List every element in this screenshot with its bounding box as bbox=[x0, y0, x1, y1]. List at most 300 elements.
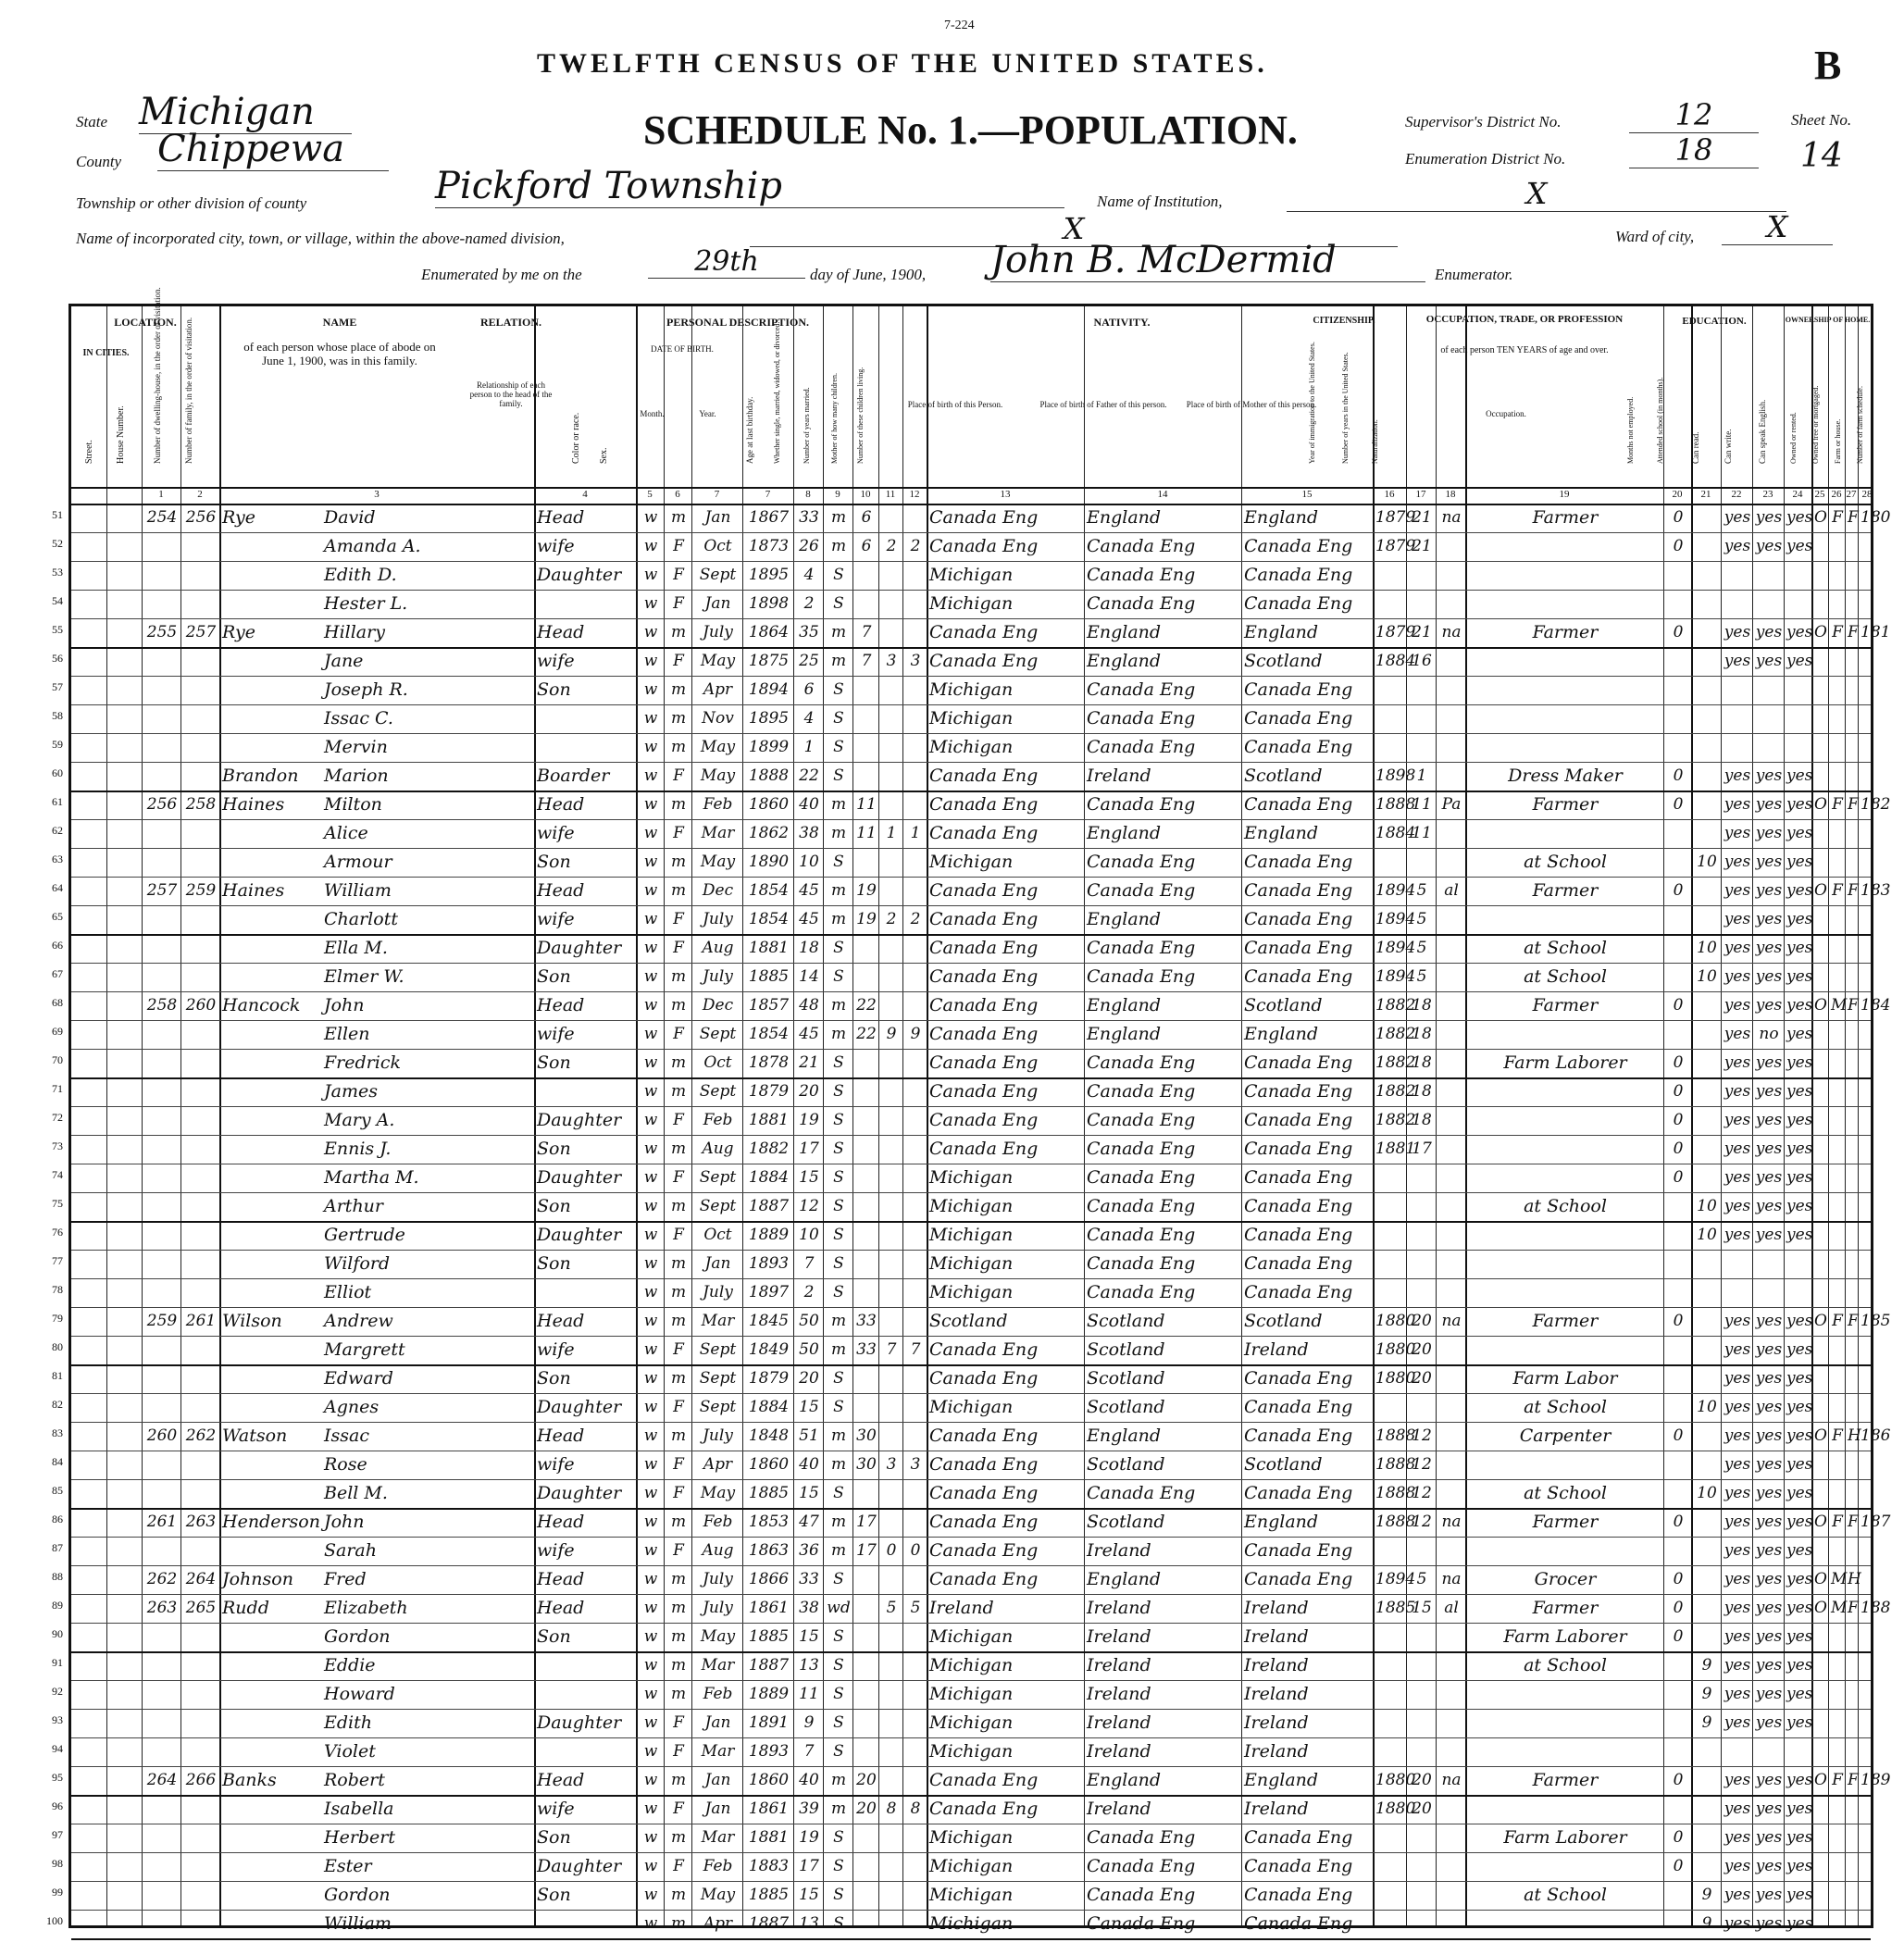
cell-sex: m bbox=[670, 795, 687, 814]
cell-fm: F bbox=[1832, 881, 1843, 900]
cell-pob: Michigan bbox=[929, 1655, 1014, 1675]
person-name bbox=[222, 504, 533, 531]
cell-unemp: 0 bbox=[1673, 1857, 1684, 1875]
cell-mpob: Canada Eng bbox=[1244, 737, 1353, 757]
given-name: Edith bbox=[324, 1712, 372, 1733]
cell-nat: na bbox=[1441, 508, 1462, 527]
cell-sp: yes bbox=[1786, 1082, 1813, 1101]
person-name bbox=[222, 1623, 533, 1650]
given-name: Isabella bbox=[324, 1799, 394, 1819]
cell-fh: F bbox=[1848, 881, 1859, 900]
cell-mpob: Canada Eng bbox=[1244, 1139, 1353, 1159]
cell-mar: S bbox=[833, 939, 844, 957]
line-number: 98 bbox=[52, 1857, 63, 1870]
cell-yus: 11 bbox=[1412, 795, 1432, 814]
cell-fam: 258 bbox=[185, 795, 217, 814]
cell-unemp: 0 bbox=[1673, 1082, 1684, 1101]
column-divider bbox=[1691, 306, 1693, 1925]
cell-fpob: Scotland bbox=[1087, 1512, 1165, 1532]
cell-own: O bbox=[1814, 881, 1827, 900]
cell-age: 12 bbox=[799, 1197, 819, 1215]
sheet-label: Sheet No. bbox=[1791, 111, 1852, 129]
cell-dw: 256 bbox=[146, 795, 178, 814]
cell-col: w bbox=[643, 709, 658, 728]
schedule-title: SCHEDULE No. 1.—POPULATION. bbox=[643, 107, 1298, 153]
cell-imm: 1898 bbox=[1375, 766, 1416, 785]
cell-yr: 1860 bbox=[748, 795, 790, 814]
cell-mar: wd bbox=[827, 1599, 851, 1617]
cell-imm: 1879 bbox=[1375, 623, 1416, 641]
cell-wr: yes bbox=[1755, 1799, 1783, 1818]
cell-fpob: Canada Eng bbox=[1087, 1110, 1196, 1130]
person-name bbox=[222, 1393, 533, 1421]
cell-yr: 1878 bbox=[748, 1053, 790, 1072]
cell-unemp: 0 bbox=[1673, 1053, 1684, 1072]
cell-yr: 1854 bbox=[748, 910, 790, 928]
cell-own: O bbox=[1814, 1312, 1827, 1330]
column-number: 18 bbox=[1445, 489, 1456, 500]
column-number: 5 bbox=[647, 489, 653, 500]
cell-mar: S bbox=[833, 1685, 844, 1703]
cell-fam: 256 bbox=[185, 508, 217, 527]
cell-ym: 20 bbox=[856, 1771, 877, 1789]
cell-mon: Jan bbox=[704, 1254, 731, 1273]
hdr-years-us: Number of years in the United States. bbox=[1341, 352, 1350, 464]
cell-own: O bbox=[1814, 795, 1827, 814]
cell-nat: na bbox=[1441, 1312, 1462, 1330]
cell-pob: Michigan bbox=[929, 1684, 1014, 1704]
cell-mpob: Canada Eng bbox=[1244, 1397, 1353, 1417]
cell-pob: Canada Eng bbox=[929, 995, 1039, 1015]
cell-wr: yes bbox=[1755, 1857, 1783, 1875]
cell-mon: Sept bbox=[699, 1197, 737, 1215]
cell-yr: 1889 bbox=[748, 1685, 790, 1703]
cell-mar: m bbox=[830, 996, 847, 1015]
cell-wr: no bbox=[1759, 1025, 1779, 1043]
cell-ch: 2 bbox=[886, 910, 897, 928]
cell-col: w bbox=[643, 652, 658, 670]
hdr-mother-of: Mother of how many children. bbox=[830, 373, 839, 464]
cell-mon: Sept bbox=[699, 1398, 737, 1416]
given-name: Amanda A. bbox=[324, 536, 421, 556]
cell-ym: 22 bbox=[856, 1025, 877, 1043]
cell-mon: Sept bbox=[699, 1340, 737, 1359]
cell-rel: wife bbox=[537, 1799, 575, 1819]
cell-age: 15 bbox=[799, 1627, 819, 1646]
cell-imm: 1888 bbox=[1375, 1484, 1416, 1502]
cell-fs: 185 bbox=[1860, 1312, 1891, 1330]
given-name: John bbox=[324, 995, 365, 1015]
cell-mon: Mar bbox=[701, 1828, 735, 1847]
cell-rd: yes bbox=[1724, 1570, 1751, 1588]
cell-mon: May bbox=[700, 652, 736, 670]
cell-sp: yes bbox=[1786, 508, 1813, 527]
cell-sp: yes bbox=[1786, 1886, 1813, 1904]
person-name bbox=[222, 647, 533, 675]
cell-sp: yes bbox=[1786, 1398, 1813, 1416]
cell-liv: 3 bbox=[910, 1455, 921, 1474]
column-number: 19 bbox=[1559, 489, 1570, 500]
cell-age: 7 bbox=[803, 1742, 815, 1761]
given-name: Charlott bbox=[324, 909, 398, 929]
cell-age: 19 bbox=[799, 1828, 819, 1847]
cell-sp: yes bbox=[1786, 939, 1813, 957]
cell-sch: 10 bbox=[1697, 1197, 1717, 1215]
cell-mpob: Canada Eng bbox=[1244, 1483, 1353, 1503]
cell-yus: 18 bbox=[1412, 1082, 1432, 1101]
cell-pob: Canada Eng bbox=[929, 966, 1039, 987]
cell-rd: yes bbox=[1724, 1340, 1751, 1359]
cell-imm: 1882 bbox=[1375, 1025, 1416, 1043]
cell-col: w bbox=[643, 1139, 658, 1158]
cell-fpob: Scotland bbox=[1087, 1311, 1165, 1331]
cell-wr: yes bbox=[1755, 1685, 1783, 1703]
column-divider bbox=[1084, 306, 1085, 1925]
enumerated-day: 29th bbox=[648, 245, 805, 279]
cell-fpob: England bbox=[1087, 909, 1162, 929]
cell-occ: Farmer bbox=[1532, 880, 1599, 901]
cell-sp: yes bbox=[1786, 1713, 1813, 1732]
cell-age: 1 bbox=[803, 738, 815, 756]
cell-mar: S bbox=[833, 1197, 844, 1215]
cell-mon: Jan bbox=[704, 508, 731, 527]
cell-rel: Head bbox=[537, 880, 585, 901]
person-name bbox=[222, 1508, 533, 1536]
cell-nat: na bbox=[1441, 1771, 1462, 1789]
cell-ym: 11 bbox=[856, 824, 877, 842]
cell-fm: F bbox=[1832, 508, 1843, 527]
cell-sex: F bbox=[673, 1168, 684, 1187]
column-number: 26 bbox=[1831, 489, 1842, 500]
cell-fpob: Canada Eng bbox=[1087, 1081, 1196, 1102]
cell-age: 18 bbox=[799, 939, 819, 957]
cell-unemp: 0 bbox=[1673, 508, 1684, 527]
cell-col: w bbox=[643, 881, 658, 900]
cell-mpob: Canada Eng bbox=[1244, 1225, 1353, 1245]
cell-rd: yes bbox=[1724, 1914, 1751, 1933]
sheet-value: 14 bbox=[1800, 137, 1843, 175]
cell-rd: yes bbox=[1724, 1226, 1751, 1244]
cell-sp: yes bbox=[1786, 1025, 1813, 1043]
cell-wr: yes bbox=[1755, 996, 1783, 1015]
line-number: 55 bbox=[52, 623, 63, 636]
line-number: 94 bbox=[52, 1742, 63, 1755]
given-name: Jane bbox=[324, 651, 364, 671]
cell-own: O bbox=[1814, 1426, 1827, 1445]
cell-mpob: Canada Eng bbox=[1244, 1885, 1353, 1905]
line-number: 100 bbox=[46, 1914, 63, 1927]
cell-mon: Aug bbox=[702, 1541, 734, 1560]
line-number: 84 bbox=[52, 1455, 63, 1468]
cell-mpob: Canada Eng bbox=[1244, 852, 1353, 872]
cell-pob: Michigan bbox=[929, 1827, 1014, 1848]
cell-imm: 1880 bbox=[1375, 1771, 1416, 1789]
cell-mon: Jan bbox=[704, 594, 731, 613]
cell-unemp: 0 bbox=[1673, 623, 1684, 641]
cell-ym: 7 bbox=[861, 652, 872, 670]
cell-mon: Sept bbox=[699, 1025, 737, 1043]
cell-pob: Canada Eng bbox=[929, 1426, 1039, 1446]
cell-ym: 30 bbox=[856, 1426, 877, 1445]
column-number: 27 bbox=[1846, 489, 1857, 500]
cell-rel: Son bbox=[537, 1626, 571, 1647]
cell-yus: 20 bbox=[1412, 1799, 1432, 1818]
cell-pob: Canada Eng bbox=[929, 1770, 1039, 1790]
cell-rd: yes bbox=[1724, 1455, 1751, 1474]
cell-sex: F bbox=[673, 1025, 684, 1043]
cell-mon: Sept bbox=[699, 566, 737, 584]
cell-age: 13 bbox=[799, 1914, 819, 1933]
cell-fh: F bbox=[1848, 508, 1859, 527]
column-divider bbox=[142, 306, 143, 1925]
cell-own: O bbox=[1814, 623, 1827, 641]
cell-liv: 3 bbox=[910, 652, 921, 670]
hdr-marital: Whether single, married, widowed, or divorced. bbox=[773, 321, 781, 464]
person-name bbox=[222, 561, 533, 589]
cell-mpob: Ireland bbox=[1244, 1741, 1309, 1762]
cell-fm: F bbox=[1832, 1513, 1843, 1531]
hdr-name-desc: of each person whose place of abode on June 1, 1900, was in this family. bbox=[243, 340, 436, 367]
cell-pob: Canada Eng bbox=[929, 1540, 1039, 1561]
person-name bbox=[222, 1451, 533, 1478]
hdr-living: Number of these children living. bbox=[856, 367, 865, 464]
cell-yus: 21 bbox=[1412, 508, 1432, 527]
cell-mar: S bbox=[833, 1226, 844, 1244]
cell-rd: yes bbox=[1724, 652, 1751, 670]
given-name: Elliot bbox=[324, 1282, 372, 1302]
cell-occ: Farmer bbox=[1532, 1770, 1599, 1790]
hdr-owned-rented: Owned or rented. bbox=[1789, 412, 1798, 464]
cell-dw: 254 bbox=[146, 508, 178, 527]
cell-fpob: England bbox=[1087, 1770, 1162, 1790]
cell-fh: F bbox=[1848, 1599, 1859, 1617]
cell-mon: May bbox=[700, 1484, 736, 1502]
line-number: 60 bbox=[52, 766, 63, 779]
cell-mar: m bbox=[830, 508, 847, 527]
cell-sex: m bbox=[670, 1828, 687, 1847]
cell-fm: F bbox=[1832, 623, 1843, 641]
cell-rel: Head bbox=[537, 794, 585, 815]
cell-yus: 21 bbox=[1412, 537, 1432, 555]
cell-mon: Feb bbox=[703, 1685, 733, 1703]
column-number: 21 bbox=[1700, 489, 1711, 500]
column-divider bbox=[878, 306, 879, 1925]
cell-fpob: Canada Eng bbox=[1087, 1282, 1196, 1302]
cell-mar: S bbox=[833, 1254, 844, 1273]
cell-fpob: Scotland bbox=[1087, 1397, 1165, 1417]
cell-col: w bbox=[643, 967, 658, 986]
hdr-street: Street. bbox=[84, 440, 94, 464]
line-number: 66 bbox=[52, 939, 63, 952]
cell-rd: yes bbox=[1724, 1685, 1751, 1703]
cell-imm: 1888 bbox=[1375, 1426, 1416, 1445]
cell-sp: yes bbox=[1786, 1599, 1813, 1617]
person-name bbox=[222, 934, 533, 962]
cell-age: 51 bbox=[799, 1426, 819, 1445]
cell-yr: 1857 bbox=[748, 996, 790, 1015]
cell-col: w bbox=[643, 939, 658, 957]
cell-mar: S bbox=[833, 1398, 844, 1416]
cell-dw: 259 bbox=[146, 1312, 178, 1330]
cell-pob: Canada Eng bbox=[929, 1024, 1039, 1044]
hdr-occupation-desc: of each person TEN YEARS of age and over. bbox=[1440, 345, 1609, 355]
cell-sex: m bbox=[670, 1599, 687, 1617]
person-name bbox=[222, 590, 533, 617]
cell-fam: 261 bbox=[185, 1312, 217, 1330]
cell-wr: yes bbox=[1755, 967, 1783, 986]
cell-col: w bbox=[643, 1886, 658, 1904]
hdr-name: NAME bbox=[322, 316, 357, 329]
column-number: 16 bbox=[1384, 489, 1395, 500]
cell-col: w bbox=[643, 1513, 658, 1531]
cell-sex: F bbox=[673, 1340, 684, 1359]
cell-fam: 264 bbox=[185, 1570, 217, 1588]
cell-yr: 1895 bbox=[748, 566, 790, 584]
cell-wr: yes bbox=[1755, 1886, 1783, 1904]
cell-age: 19 bbox=[799, 1111, 819, 1129]
hdr-personal: PERSONAL DESCRIPTION. bbox=[666, 316, 810, 329]
given-name: Hester L. bbox=[324, 593, 408, 614]
cell-age: 39 bbox=[799, 1799, 819, 1818]
cell-mon: Sept bbox=[699, 1168, 737, 1187]
cell-yr: 1848 bbox=[748, 1426, 790, 1445]
cell-col: w bbox=[643, 1111, 658, 1129]
cell-sch: 9 bbox=[1701, 1713, 1712, 1732]
line-number: 73 bbox=[52, 1139, 63, 1152]
cell-yus: 5 bbox=[1416, 967, 1427, 986]
cell-fpob: Ireland bbox=[1087, 1684, 1151, 1704]
cell-fpob: Canada Eng bbox=[1087, 708, 1196, 728]
column-divider bbox=[180, 306, 181, 1925]
cell-age: 38 bbox=[799, 824, 819, 842]
population-table bbox=[68, 287, 1891, 1934]
cell-mon: May bbox=[700, 1627, 736, 1646]
cell-sex: F bbox=[673, 1455, 684, 1474]
township-label: Township or other division of county bbox=[76, 194, 307, 212]
cell-unemp: 0 bbox=[1673, 537, 1684, 555]
cell-fpob: Canada Eng bbox=[1087, 966, 1196, 987]
cell-pob: Canada Eng bbox=[929, 1454, 1039, 1475]
cell-wr: yes bbox=[1755, 623, 1783, 641]
cell-sex: F bbox=[673, 566, 684, 584]
cell-col: w bbox=[643, 1398, 658, 1416]
cell-sp: yes bbox=[1786, 1627, 1813, 1646]
cell-col: w bbox=[643, 1340, 658, 1359]
cell-age: 40 bbox=[799, 795, 819, 814]
cell-mar: m bbox=[830, 881, 847, 900]
cell-ym: 17 bbox=[856, 1513, 877, 1531]
cell-rel: Daughter bbox=[537, 1483, 622, 1503]
person-name bbox=[222, 1795, 533, 1823]
cell-fpob: Scotland bbox=[1087, 1339, 1165, 1360]
line-number: 91 bbox=[52, 1656, 63, 1669]
cell-sex: m bbox=[670, 1082, 687, 1101]
cell-mpob: Scotland bbox=[1244, 651, 1323, 671]
cell-rel: Son bbox=[537, 1196, 571, 1216]
hdr-family: Number of family, in the order of visitation. bbox=[184, 317, 193, 464]
cell-rel: Daughter bbox=[537, 1397, 622, 1417]
cell-ym: 30 bbox=[856, 1455, 877, 1474]
cell-sex: F bbox=[673, 652, 684, 670]
cell-rd: yes bbox=[1724, 1857, 1751, 1875]
cell-mar: S bbox=[833, 1168, 844, 1187]
cell-pob: Canada Eng bbox=[929, 1569, 1039, 1589]
sheet-letter: B bbox=[1814, 43, 1842, 88]
cell-imm: 1882 bbox=[1375, 1082, 1416, 1101]
cell-occ: Farm Laborer bbox=[1503, 1827, 1627, 1848]
cell-sex: m bbox=[670, 680, 687, 699]
cell-ym: 33 bbox=[856, 1340, 877, 1359]
cell-mon: Jan bbox=[704, 1713, 731, 1732]
cell-col: w bbox=[643, 1541, 658, 1560]
cell-mar: S bbox=[833, 680, 844, 699]
cell-sp: yes bbox=[1786, 1340, 1813, 1359]
cell-yr: 1864 bbox=[748, 623, 790, 641]
cell-wr: yes bbox=[1755, 1082, 1783, 1101]
surname: Banks bbox=[222, 1770, 277, 1790]
cell-ch: 0 bbox=[886, 1541, 897, 1560]
cell-mpob: Ireland bbox=[1244, 1655, 1309, 1675]
cell-ch: 3 bbox=[886, 1455, 897, 1474]
cell-fam: 265 bbox=[185, 1599, 217, 1617]
cell-col: w bbox=[643, 1455, 658, 1474]
column-divider bbox=[1373, 306, 1375, 1925]
ward-value: X bbox=[1722, 209, 1833, 245]
given-name: Edward bbox=[324, 1368, 393, 1388]
cell-own: O bbox=[1814, 1513, 1827, 1531]
cell-mon: May bbox=[700, 1886, 736, 1904]
enumerator-name: John B. McDermid bbox=[990, 239, 1425, 282]
cell-sex: F bbox=[673, 766, 684, 785]
given-name: Howard bbox=[324, 1684, 395, 1704]
column-divider bbox=[219, 306, 221, 1925]
line-number: 74 bbox=[52, 1168, 63, 1181]
cell-col: w bbox=[643, 738, 658, 756]
cell-sp: yes bbox=[1786, 1570, 1813, 1588]
cell-pob: Michigan bbox=[929, 1282, 1014, 1302]
cell-sp: yes bbox=[1786, 1455, 1813, 1474]
cell-wr: yes bbox=[1755, 1513, 1783, 1531]
hdr-attended-school: Attended school (in months). bbox=[1656, 377, 1664, 464]
cell-mpob: England bbox=[1244, 1512, 1319, 1532]
cell-sp: yes bbox=[1786, 1312, 1813, 1330]
cell-col: w bbox=[643, 1857, 658, 1875]
cell-sp: yes bbox=[1786, 881, 1813, 900]
cell-col: w bbox=[643, 1656, 658, 1675]
enumerated-prefix: Enumerated by me on the bbox=[421, 266, 582, 283]
person-name bbox=[222, 1077, 533, 1105]
cell-rd: yes bbox=[1724, 1627, 1751, 1646]
line-number: 83 bbox=[52, 1426, 63, 1439]
hdr-naturalization: Naturalization. bbox=[1371, 419, 1379, 464]
person-name bbox=[222, 1910, 533, 1937]
cell-mon: July bbox=[703, 1599, 733, 1617]
cell-yus: 20 bbox=[1412, 1312, 1432, 1330]
cell-fs: 188 bbox=[1860, 1599, 1891, 1617]
cell-sp: yes bbox=[1786, 1426, 1813, 1445]
cell-mar: S bbox=[833, 1570, 844, 1588]
cell-mar: m bbox=[830, 910, 847, 928]
cell-ch: 8 bbox=[886, 1799, 897, 1818]
cell-pob: Canada Eng bbox=[929, 1139, 1039, 1159]
cell-fpob: Canada Eng bbox=[1087, 1052, 1196, 1073]
cell-col: w bbox=[643, 1082, 658, 1101]
cell-wr: yes bbox=[1755, 824, 1783, 842]
cell-pob: Michigan bbox=[929, 679, 1014, 700]
cell-fpob: England bbox=[1087, 1569, 1162, 1589]
hdr-farm-schedule: Number of farm schedule. bbox=[1856, 386, 1864, 464]
cell-mpob: Canada Eng bbox=[1244, 1282, 1353, 1302]
